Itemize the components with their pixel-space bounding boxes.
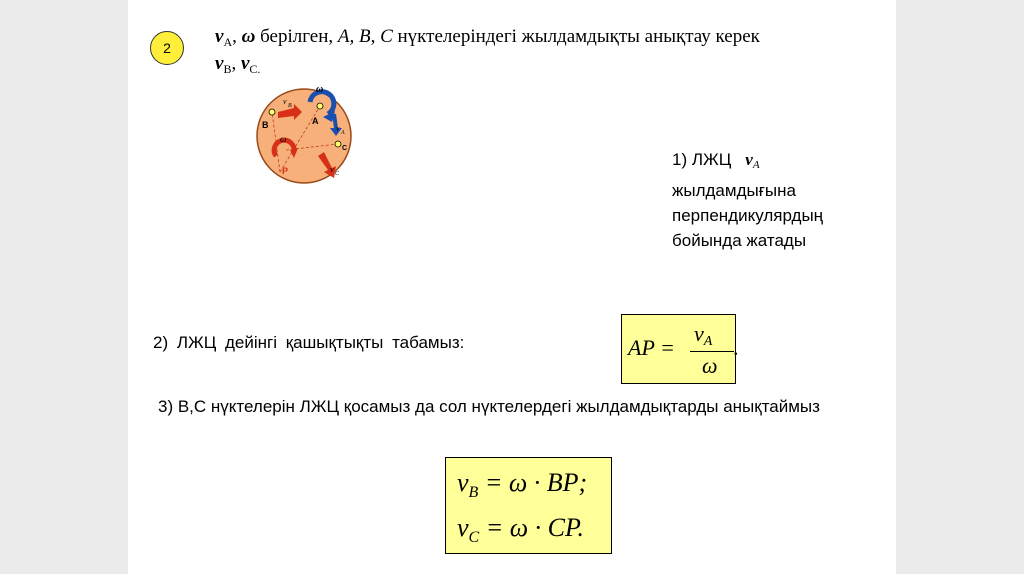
formula-ap-period: . (733, 335, 739, 360)
label-a: A (312, 116, 319, 126)
velocity-b-symbol: v (215, 53, 224, 74)
label-omega-top: ω (316, 84, 324, 95)
step-1-prefix: 1) ЛЖЦ (672, 150, 732, 169)
label-v-a-sub: A (341, 130, 345, 136)
point-c-marker (335, 141, 341, 147)
omega-symbol: ω (241, 26, 256, 47)
fraction-bar (690, 351, 734, 352)
point-a-marker (317, 103, 323, 109)
title-separator-2: , (231, 53, 241, 74)
formula-vc-subscript: C (468, 529, 480, 546)
velocity-c-symbol: v (240, 53, 250, 74)
title-points: A, B, C (337, 26, 393, 47)
formula-vb-symbol: v (457, 468, 469, 497)
label-v-b-sub: B (288, 103, 292, 109)
velocity-b-subscript: B (223, 62, 232, 76)
title-text-find: нүктелеріндегі жылдамдықты анықтау керек (392, 26, 760, 47)
formula-vc-line (457, 513, 584, 547)
label-v-b: v (283, 97, 287, 106)
formula-ap-box (621, 314, 739, 384)
title-line-2 (215, 53, 260, 74)
formula-vc-symbol: v (457, 513, 469, 542)
label-v-a: v (336, 124, 340, 133)
disc-body (257, 89, 351, 183)
step-3-text: 3) В,С нүктелерін ЛЖЦ қосамыз да сол нүктелердегі жылдамдықтарды анықтаймыз (158, 397, 820, 416)
title-separator: , (232, 26, 242, 47)
step-1-velocity (745, 150, 759, 169)
formula-vc-rest: = ω · CP. (479, 513, 584, 542)
label-b: B (262, 120, 269, 130)
formula-ap-denominator: ω (702, 353, 718, 378)
point-b-marker (269, 109, 275, 115)
formula-ap-lhs: AP = (628, 335, 675, 360)
badge-number: 2 (163, 40, 171, 56)
problem-statement (215, 26, 760, 80)
label-c: C (342, 145, 348, 152)
velocity-c-subscript: C. (249, 62, 261, 76)
step-1-velocity-subscript: A (752, 159, 760, 171)
title-line-1 (215, 26, 760, 47)
velocity-a-symbol: v (215, 26, 224, 47)
label-v-c-sub: C (335, 171, 340, 177)
rotating-disc-diagram (250, 84, 362, 186)
label-v-c: v (330, 165, 334, 174)
step-number-badge (150, 31, 184, 65)
step-1-rest: жылдамдығына перпендикулярдың бойында жатады (672, 181, 824, 250)
formula-vb-line (457, 468, 587, 502)
step-1-text (672, 147, 882, 253)
label-omega-mid: ω (280, 134, 287, 144)
formula-ap-numerator (694, 321, 712, 350)
step-1-velocity-symbol: v (745, 150, 753, 169)
formula-velocities-box (445, 457, 612, 554)
velocity-a-subscript: A (223, 35, 233, 49)
title-text-given: берілген, (255, 26, 338, 47)
formula-ap-num-subscript: A (703, 334, 713, 349)
formula-vb-rest: = ω · BP; (478, 468, 588, 497)
formula-ap-num-symbol: v (694, 321, 704, 346)
formula-vb-subscript: B (468, 484, 479, 501)
step-2-text: 2) ЛЖЦ дейінгі қашықтықты табамыз: (153, 333, 465, 352)
label-p: P (282, 166, 289, 176)
